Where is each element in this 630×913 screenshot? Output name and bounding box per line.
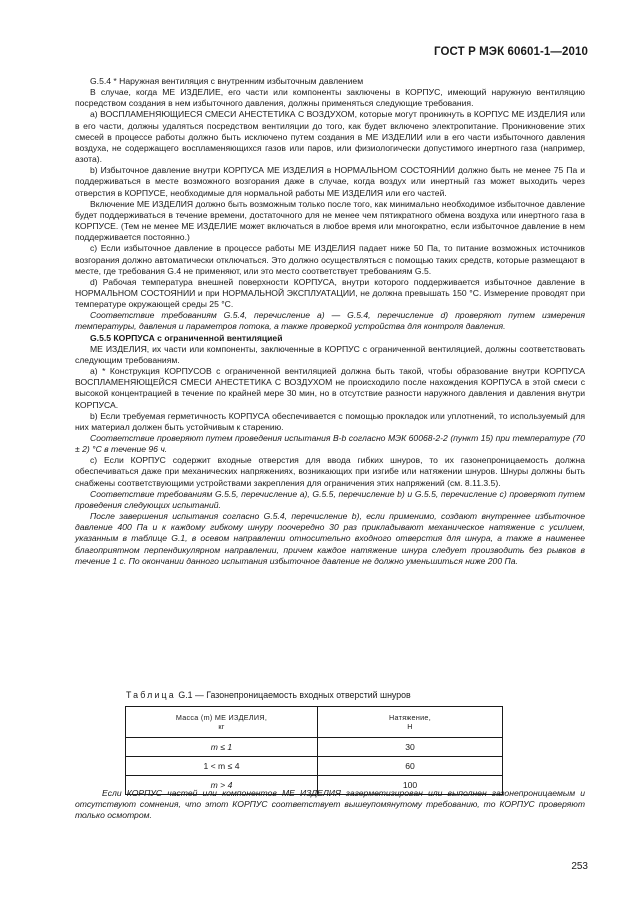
compliance-paragraph: После завершения испытания согласно G.5.4, перечисление b), если применимо, создают внутреннее избыточное давление 400 Па и к каждому гибкому шнуру поочередно 30 раз прикладывают механическое натяжение с усилием, указанным в таблице G.1, в осевом направлении относительно входного отверстия для шнура, а также в наименее благоприятном перпендикулярном направлении, причем каждое натяжение шнура следует производить без рывков в течение 1 с. По окончании данного испытания избыточное давление не должно уменьшиться ниже 200 Па.	[75, 511, 585, 566]
paragraph: Включение МЕ ИЗДЕЛИЯ должно быть возможным только после того, как минимально необходимое избыточное давление будет поддерживаться в течение времени, достаточного для не менее чем пятикратного обмена воздуха или инертного газа в КОРПУСЕ. (Тем не менее МЕ ИЗДЕЛИЕ может включаться в любое время или многократно, если избыточное давление в нем поддерживается постоянно.)	[75, 198, 585, 243]
paragraph: d) Рабочая температура внешней поверхности КОРПУСА, внутри которого поддерживается избыточное давление в НОРМАЛЬНОМ СОСТОЯНИИ и при НОРМАЛЬНОЙ ЭКСПЛУАТАЦИИ, не должна превышать 150 °С. Измерение проводят при температуре окружающей среды 25 °С.	[75, 276, 585, 310]
paragraph: b) Если требуемая герметичность КОРПУСА обеспечивается с помощью прокладок или уплотнений, то используемый для них материал должен быть устойчивым к старению.	[75, 410, 585, 432]
tension-cell: 100	[318, 776, 503, 795]
tension-column-header: Натяжение, Н	[318, 707, 503, 738]
paragraph: с) Если КОРПУС содержит входные отверстия для ввода гибких шнуров, то их газонепроницаемость должна обеспечиваться даже при механических напряжениях, возникающих при изгибе или натяжении шнуров. Шнуры должны быть снабжены соответствующими устройствами закрепления для ограничения этих напряжений (см. 8.11.3.5).	[75, 455, 585, 488]
table-row	[126, 757, 503, 776]
document-header: ГОСТ Р МЭК 60601-1—2010	[434, 46, 588, 58]
table-row	[126, 738, 503, 757]
mass-cell: m > 4	[126, 776, 318, 795]
page-number: 253	[571, 861, 588, 872]
paragraph: а) ВОСПЛАМЕНЯЮЩИЕСЯ СМЕСИ АНЕСТЕТИКА С ВОЗДУХОМ, которые могут проникнуть в КОРПУС МЕ ИЗДЕЛИЯ или в его части, должны удаляться посредством вентиляции до того, как будет включено электропитание. Проникновение этих смесей в процессе работы должно быть исключено путем создания в МЕ ИЗДЕЛИИ или в его части избыточного давления воздуха, не содержащего воспламеняющихся газов или паров, или физиологически допустимого инертного газа (например, азота).	[75, 109, 585, 165]
compliance-paragraph: Соответствие требованиям G.5.4, перечисление а) — G.5.4, перечисление d) проверяют путем измерения температуры, давления и параметров потока, а также проверкой устройства для контроля давления.	[75, 310, 585, 332]
paragraph: МЕ ИЗДЕЛИЯ, их части или компоненты, заключенные в КОРПУС с ограниченной вентиляцией, должны соответствовать следующим требованиям.	[75, 343, 585, 365]
table-caption-word: Таблица	[126, 690, 176, 700]
section-heading: G.5.4 * Наружная вентиляция с внутренним избыточным давлением	[90, 76, 364, 86]
mass-cell: m ≤ 1	[126, 738, 318, 757]
compliance-paragraph: Соответствие требованиям G.5.5, перечисление а), G.5.5, перечисление b) и G.5.5, перечисление с) проверяют путем проведения следующих испытаний.	[75, 488, 585, 510]
paragraph: В случае, когда МЕ ИЗДЕЛИЕ, его части или компоненты заключены в КОРПУС, имеющий наружную вентиляцию посредством создания в нем избыточного давления, должны применяться следующие требования.	[75, 87, 585, 109]
table-caption-text: G.1 — Газонепроницаемость входных отверстий шнуров	[175, 690, 411, 700]
table-caption	[126, 690, 411, 700]
cord-tightness-table	[125, 706, 503, 795]
section-heading: G.5.5 КОРПУСА с ограниченной вентиляцией	[90, 332, 283, 343]
table-header-row	[126, 707, 503, 738]
paragraph: b) Избыточное давление внутри КОРПУСА МЕ ИЗДЕЛИЯ в НОРМАЛЬНОМ СОСТОЯНИИ должно быть не менее 75 Па и поддерживаться в месте возможного возгорания даже в случае, когда воздух или инертный газ может выходить через отверстия в КОРПУСЕ, необходимые для нормальной работы МЕ ИЗДЕЛИЯ или его частей.	[75, 165, 585, 198]
mass-cell: 1 < m ≤ 4	[126, 757, 318, 776]
paragraph: с) Если избыточное давление в процессе работы МЕ ИЗДЕЛИЯ падает ниже 50 Па, то питание возможных источников возгорания должно автоматически отключаться. Это должно осуществляться с помощью таких средств, которые размещают в месте, где требования G.4 не применяют, или это место соответствует требованиям G.5.	[75, 243, 585, 276]
document-body	[75, 76, 585, 567]
compliance-paragraph: Соответствие проверяют путем проведения испытания B-b согласно МЭК 60068-2-2 (пункт 15) при температуре (70 ± 2) °С в течение 96 ч.	[75, 433, 585, 455]
note-text: Если КОРПУС частей или компонентов МЕ ИЗДЕЛИЯ загерметизирован или выполнен газонепроницаемым и отсутствуют сомнения, что этот КОРПУС соответствует вышеупомянутому требованию, то КОРПУС проверяют только осмотром.	[75, 788, 585, 821]
mass-column-header: Масса (m) МЕ ИЗДЕЛИЯ, кг	[126, 707, 318, 738]
tension-cell: 30	[318, 738, 503, 757]
tension-cell: 60	[318, 757, 503, 776]
paragraph: а) * Конструкция КОРПУСОВ с ограниченной вентиляцией должна быть такой, чтобы образование внутри КОРПУСА ВОСПЛАМЕНЯЮЩЕЙСЯ СМЕСИ АНЕСТЕТИКА С ВОЗДУХОМ не происходило после нахождения КОРПУСА в этой смеси с высокой концентрацией в течение по крайней мере 30 мин, но в отсутствие разности наружного давления и давления внутри КОРПУСА.	[75, 366, 585, 410]
inspection-note	[75, 788, 585, 821]
